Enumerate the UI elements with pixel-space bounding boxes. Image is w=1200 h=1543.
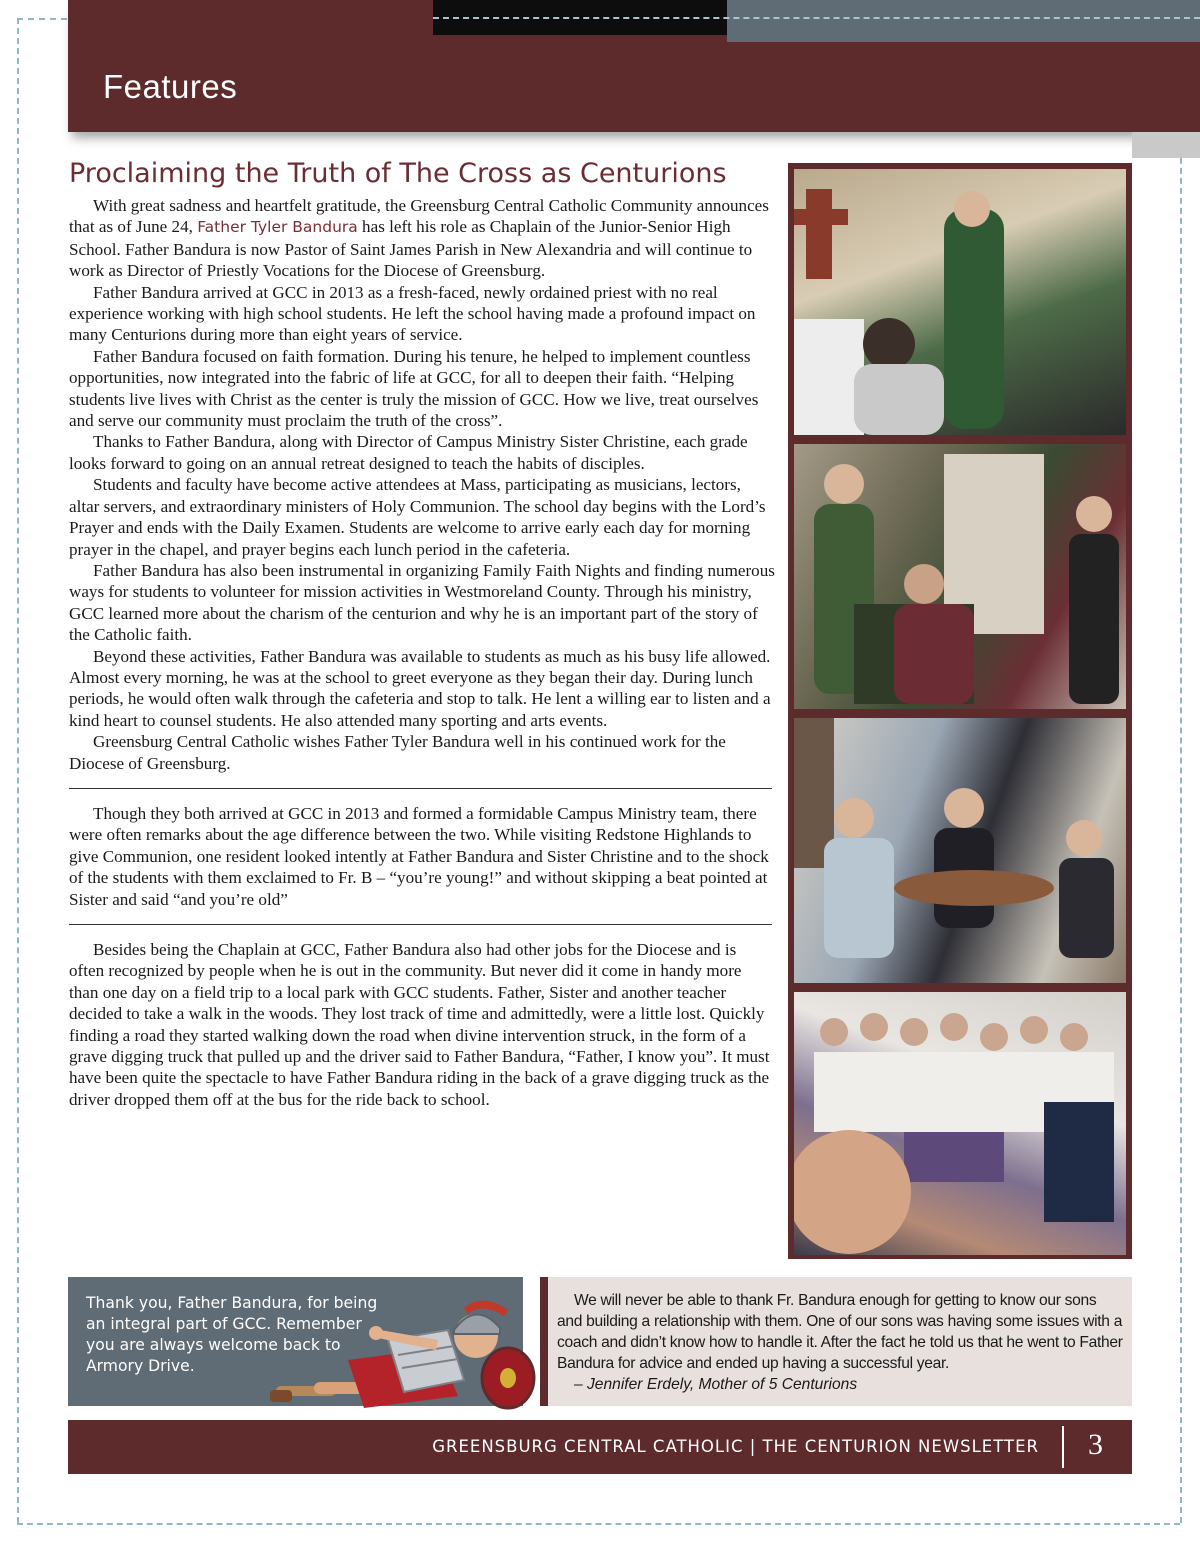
article-paragraph <box>69 195 775 282</box>
section-divider <box>69 788 772 789</box>
photo-priest-celebrating-mass <box>794 169 1126 435</box>
photo-column <box>788 163 1132 1259</box>
anecdote-paragraph: Though they both arrived at GCC in 2013 and formed a formidable Campus Ministry team, there were often remarks about the age difference between the two. While visiting Redstone Highlands to give Communion, one resident looked intently at Father Bandura and Sister Christine and to the shock of the students with them exclaimed to Fr. B – “you’re young!” and without skipping a beat pointed at Sister and said “and you’re old” <box>69 803 769 909</box>
section-label: Features <box>103 68 238 105</box>
centurion-mascot-icon <box>268 1300 550 1416</box>
article-paragraph: Students and faculty have become active attendees at Mass, participating as musicians, lectors, altar servers, and extraordinary ministers of Holy Communion. The school day begins with the Lord’s Prayer and ends with the Daily Examen. Students are welcome to arrive early each day for morning prayer in the chapel, and prayer begins each lunch period in the cafeteria. <box>69 475 766 559</box>
crop-frame-bottom <box>17 1523 1180 1525</box>
photo-illustration <box>794 992 1126 1255</box>
header-accent-slate <box>727 0 1200 42</box>
article-paragraph: Thanks to Father Bandura, along with Director of Campus Ministry Sister Christine, each grade looks forward to going on an annual retreat designed to teach the habits of disciples. <box>69 432 748 473</box>
parent-quote-box <box>548 1277 1132 1406</box>
highlighted-name: Father Tyler Bandura <box>197 218 358 237</box>
section-divider <box>69 924 772 925</box>
article-paragraph: Greensburg Central Catholic wishes Father Tyler Bandura well in his continued work for the Diocese of Greensburg. <box>69 732 726 773</box>
quote-text: We will never be able to thank Fr. Bandura enough for getting to know our sons and building a relationship with them. One of our sons was having some issues with a coach and didn’t know how to handle it. After the fact he told us that he went to Father Bandura for advice and ended up having a successful year. <box>557 1292 1123 1372</box>
header-dashed-line <box>433 17 1200 19</box>
crop-frame-right <box>1180 18 1182 1523</box>
photo-illustration <box>794 444 1126 709</box>
footer-band <box>68 1420 1132 1474</box>
article-paragraph: Father Bandura has also been instrumental in organizing Family Faith Nights and finding numerous ways for students to volunteer for mission activities in Westmoreland County. Through his ministry, GCC learned more about the charism of the centurion and why he is an important part of the story of the Catholic faith. <box>69 560 775 645</box>
photo-priest-meeting-students <box>794 718 1126 983</box>
page-number: 3 <box>1088 1428 1103 1461</box>
thank-you-message: Thank you, Father Bandura, for being an integral part of GCC. Remember you are always welcome back to Armory Drive. <box>86 1294 378 1375</box>
photo-priest-with-students-chapel <box>794 444 1126 709</box>
crop-frame-top <box>17 18 67 20</box>
paragraph-text: With great sadness and heartfelt gratitude, the Greensburg Central Catholic Community announces that as of June 24, <box>69 196 769 237</box>
crop-frame-left <box>17 18 19 1523</box>
photo-group-selfie <box>794 992 1126 1255</box>
article-body <box>69 195 775 1110</box>
article-title: Proclaiming the Truth of The Cross as Centurions <box>69 158 727 189</box>
anecdote-paragraph: Besides being the Chaplain at GCC, Father Bandura also had other jobs for the Diocese and is often recognized by people when he is out in the community. But never did it come in handy more than one day on a field trip to a local park with GCC students. Father, Sister and another teacher decided to take a walk in the woods. They lost track of time and admittedly, were a little lost. Quickly finding a road they started walking down the road when divine intervention struck, in the form of a grave digging truck that pulled up and the driver said to Father Bandura, “Father, I know you”. It must have been quite the spectacle to have Father Bandura riding in the back of a grave digging truck as the driver dropped them off at the bus for the ride back to school. <box>69 940 770 1109</box>
header-shadow-tab <box>1132 132 1200 158</box>
article-paragraph: Beyond these activities, Father Bandura was available to students as much as his busy life allowed. Almost every morning, he was at the school to greet everyone as they began their day. During lunch periods, he would often walk through the cafeteria and stop to talk. He lent a willing ear to listen and a kind heart to counsel students. He also attended many sporting and arts events. <box>69 646 771 730</box>
footer-divider <box>1062 1426 1064 1468</box>
quote-attribution: – Jennifer Erdely, Mother of 5 Centurions <box>574 1376 858 1393</box>
photo-illustration <box>794 169 1126 435</box>
paragraph-text: has left his role as Chaplain of the Junior-Senior High School. Father Bandura is now Pastor of Saint James Parish in New Alexandria and will continue to work as Director of Priestly Vocations for the Diocese of Greensburg. <box>69 217 753 281</box>
article-paragraph: Father Bandura arrived at GCC in 2013 as a fresh-faced, newly ordained priest with no real experience working with high school students. He left the school having made a profound impact on many Centurions during more than eight years of service. <box>69 282 756 345</box>
quote-accent-bar <box>540 1277 548 1406</box>
photo-illustration <box>794 718 1126 983</box>
article-paragraph: Father Bandura focused on faith formation. During his tenure, he helped to implement countless opportunities, now integrated into the fabric of life at GCC, for all to deepen their faith. “Helping students live lives with Christ as the center is truly the mission of GCC. How we live, treat ourselves and serve our community must proclaim the truth of the cross”. <box>69 346 759 431</box>
newsletter-footer-title: GREENSBURG CENTRAL CATHOLIC | THE CENTURION NEWSLETTER <box>432 1437 1039 1456</box>
